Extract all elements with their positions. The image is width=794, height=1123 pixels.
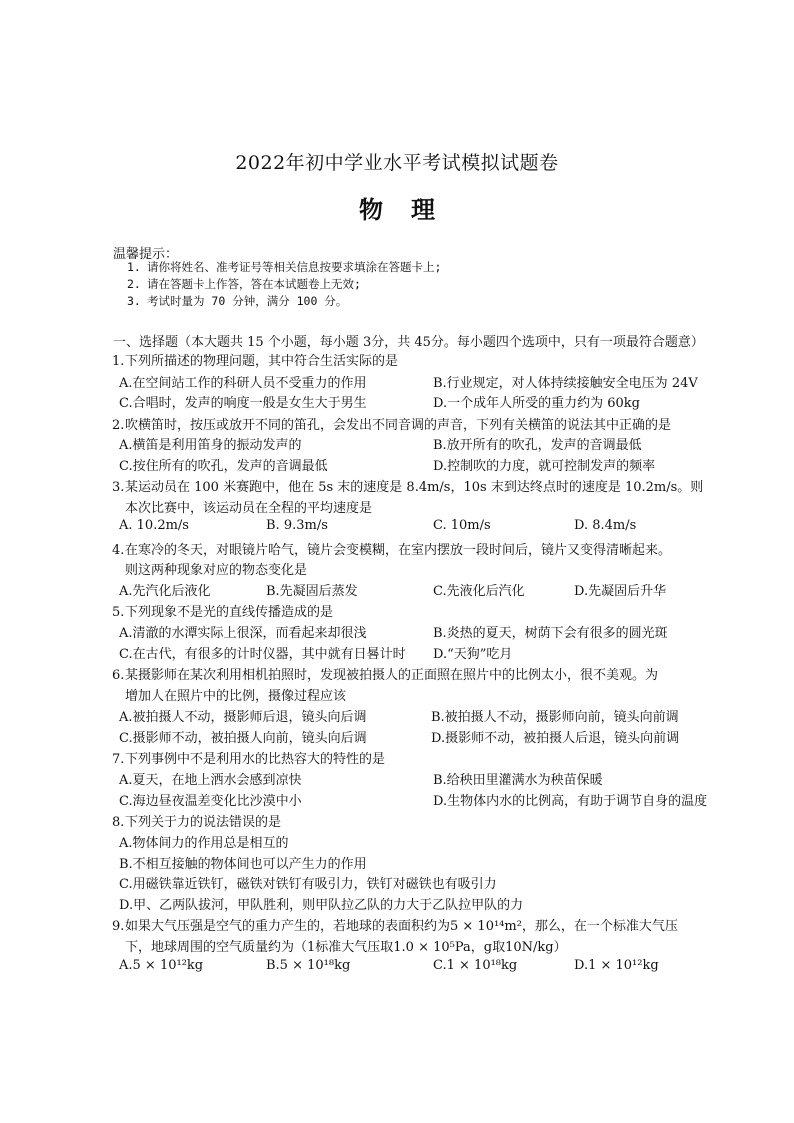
tip-text: 请你将姓名、准考证号等相关信息按要求填涂在答题卡上; — [147, 260, 442, 274]
tip-number: 3. — [127, 294, 141, 308]
option-a: A.清澈的水潭实际上很深，而看起来却很浅 — [119, 626, 367, 641]
question-stem — [112, 811, 282, 830]
option-d: D.1 × 10¹²kg — [574, 958, 659, 973]
question-stem — [112, 601, 334, 620]
option-b: B.不相互接触的物体间也可以产生力的作用 — [119, 857, 367, 872]
option-c: C.按住所有的吹孔，发声的音调最低 — [119, 459, 328, 474]
option-c: C.先液化后汽化 — [433, 584, 525, 599]
question-number: 8. — [112, 815, 125, 830]
question-text: 在寒冷的冬天，对眼镜片哈气，镜片会变模糊，在室内摆放一段时间后，镜片又变得清晰起来。 — [125, 543, 672, 558]
option-d: D.控制吹的力度，就可控制发声的频率 — [433, 459, 656, 474]
option-b: B.炎热的夏天，树荫下会有很多的圆光斑 — [433, 626, 668, 641]
subject-title: 物理 — [359, 195, 463, 224]
option-b: B.被拍摄人不动，摄影师向前，镜头向前调 — [431, 710, 679, 725]
question-number: 7. — [112, 752, 125, 767]
option-d: D.先凝固后升华 — [574, 584, 667, 599]
option-c: C.用磁铁靠近铁钉，磁铁对铁钉有吸引力，铁钉对磁铁也有吸引力 — [119, 877, 497, 892]
option-b: B.先凝固后蒸发 — [266, 584, 358, 599]
question-number: 2. — [112, 418, 125, 433]
question-text: 某摄影师在某次利用相机拍照时，发现被拍摄人的正面照在照片中的比例太小，很不美观。为 — [125, 668, 659, 683]
option-c: C.海边昼夜温差变化比沙漠中小 — [119, 794, 302, 809]
question-stem — [112, 664, 659, 683]
option-d: D. 8.4m/s — [574, 518, 637, 533]
question-number: 9. — [112, 919, 125, 934]
question-number: 5. — [112, 605, 125, 620]
question-text: 如果大气压强是空气的重力产生的，若地球的表面积约为5 × 10¹⁴m²，那么，在一个标准大气压 — [125, 919, 678, 934]
tip-number: 2. — [127, 277, 141, 291]
option-d: D.摄影师不动，被拍摄人后退，镜头向前调 — [431, 731, 680, 746]
option-c: C.合唱时，发声的响度一般是女生大于男生 — [119, 396, 367, 411]
question-text: 吹横笛时，按压或放开不同的笛孔，会发出不同音调的声音，下列有关横笛的说法其中正确的是 — [125, 418, 672, 433]
tips-list — [127, 259, 441, 310]
question-number: 4. — [112, 543, 125, 558]
option-d: D.一个成年人所受的重力约为 60kg — [433, 396, 640, 411]
option-b: B. 9.3m/s — [266, 518, 328, 533]
tip-number: 1. — [127, 260, 141, 274]
question-text: 下列现象不是光的直线传播造成的是 — [125, 605, 334, 620]
question-number: 1. — [112, 354, 125, 369]
question-stem — [112, 414, 672, 433]
option-a: A.夏天，在地上洒水会感到凉快 — [119, 773, 302, 788]
question-text: 某运动员在 100 米赛跑中，他在 5s 末的速度是 8.4m/s，10s 末到达终点时的速度是 10.2m/s。则 — [125, 480, 704, 495]
option-a: A.先汽化后液化 — [119, 584, 211, 599]
option-d: D.生物体内水的比例高，有助于调节自身的温度 — [433, 794, 708, 809]
option-a: A.在空间站工作的科研人员不受重力的作用 — [119, 376, 367, 391]
option-b: B.行业规定，对人体持续接触安全电压为 24V — [433, 376, 698, 391]
option-c: C.摄影师不动，被拍摄人向前，镜头向后调 — [119, 731, 367, 746]
option-d: D.甲、乙两队拔河，甲队胜利，则甲队拉乙队的力大于乙队拉甲队的力 — [119, 898, 524, 913]
option-a: A.横笛是利用笛身的振动发声的 — [119, 438, 302, 453]
question-number: 6. — [112, 668, 125, 683]
question-text: 下列关于力的说法错误的是 — [125, 815, 282, 830]
option-b: B.放开所有的吹孔，发声的音调最低 — [433, 438, 642, 453]
option-c: C.在古代，有很多的计时仪器，其中就有日晷计时 — [119, 647, 406, 662]
question-stem-continued: 本次比赛中，该运动员在全程的平均速度是 — [125, 501, 373, 516]
tip-text: 考试时量为 70 分钟，满分 100 分。 — [147, 294, 348, 308]
option-a: A.物体间力的作用总是相互的 — [119, 836, 289, 851]
question-stem — [112, 539, 672, 558]
option-a: A. 10.2m/s — [119, 518, 189, 533]
option-b: B.给秧田里灌满水为秧苗保暖 — [433, 773, 603, 788]
question-stem — [112, 350, 399, 369]
option-c: C.1 × 10¹⁸kg — [433, 958, 518, 973]
question-stem — [112, 748, 386, 767]
tip-item — [127, 293, 441, 310]
question-stem-continued: 则这两种现象对应的物态变化是 — [125, 563, 308, 578]
option-b: B.5 × 10¹⁸kg — [266, 958, 351, 973]
tip-item — [127, 276, 441, 293]
question-stem-continued: 下，地球周围的空气质量约为（1标准大气压取1.0 × 10⁵Pa，g取10N/kg） — [125, 940, 567, 955]
tip-item — [127, 259, 441, 276]
question-text: 下列事例中不是利用水的比热容大的特性的是 — [125, 752, 386, 767]
exam-title: 2022年初中学业水平考试模拟试题卷 — [235, 152, 559, 174]
option-d: D.“天狗”吃月 — [433, 647, 513, 662]
tip-text: 请在答题卡上作答，答在本试题卷上无效; — [147, 277, 361, 291]
question-text: 下列所描述的物理问题，其中符合生活实际的是 — [125, 354, 399, 369]
option-c: C. 10m/s — [433, 518, 491, 533]
question-stem — [112, 476, 704, 495]
question-stem-continued: 增加人在照片中的比例，摄像过程应该 — [125, 689, 347, 704]
tips-heading: 温馨提示： — [113, 247, 179, 262]
question-stem — [112, 915, 678, 934]
option-a: A.被拍摄人不动，摄影师后退，镜头向后调 — [119, 710, 367, 725]
option-a: A.5 × 10¹²kg — [119, 958, 204, 973]
section-heading: 一、选择题（本大题共 15 个小题，每小题 3分，共 45分。每小题四个选项中，只有一项最符合题意） — [113, 335, 704, 350]
question-number: 3. — [112, 480, 125, 495]
